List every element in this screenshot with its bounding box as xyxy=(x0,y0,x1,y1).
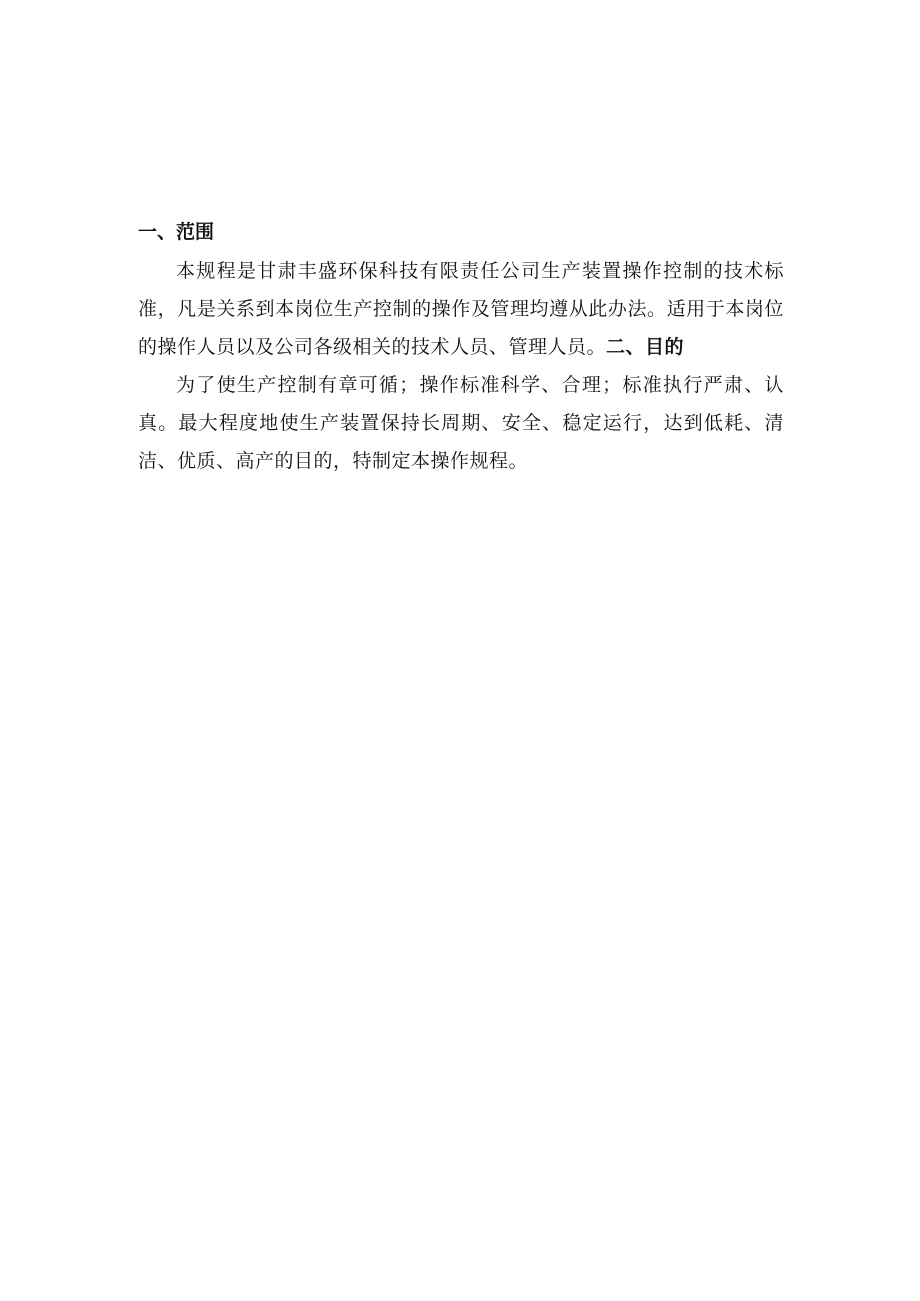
document-body xyxy=(138,212,784,480)
section-paragraph-scope xyxy=(138,252,784,366)
section-heading-purpose: 二、目的 xyxy=(606,336,685,358)
section-heading-scope: 一、范围 xyxy=(138,221,215,243)
scope-paragraph-text: 本规程是甘肃丰盛环保科技有限责任公司生产装置操作控制的技术标准，凡是关系到本岗位生产控制的操作及管理均遵从此办法。适用于本岗位的操作人员以及公司各级相关的技术人员、管理人员。 xyxy=(138,260,784,358)
section-paragraph-purpose: 为了使生产控制有章可循；操作标准科学、合理；标准执行严肃、认真。最大程度地使生产装置保持长周期、安全、稳定运行，达到低耗、清洁、优质、高产的目的，特制定本操作规程。 xyxy=(138,374,784,472)
